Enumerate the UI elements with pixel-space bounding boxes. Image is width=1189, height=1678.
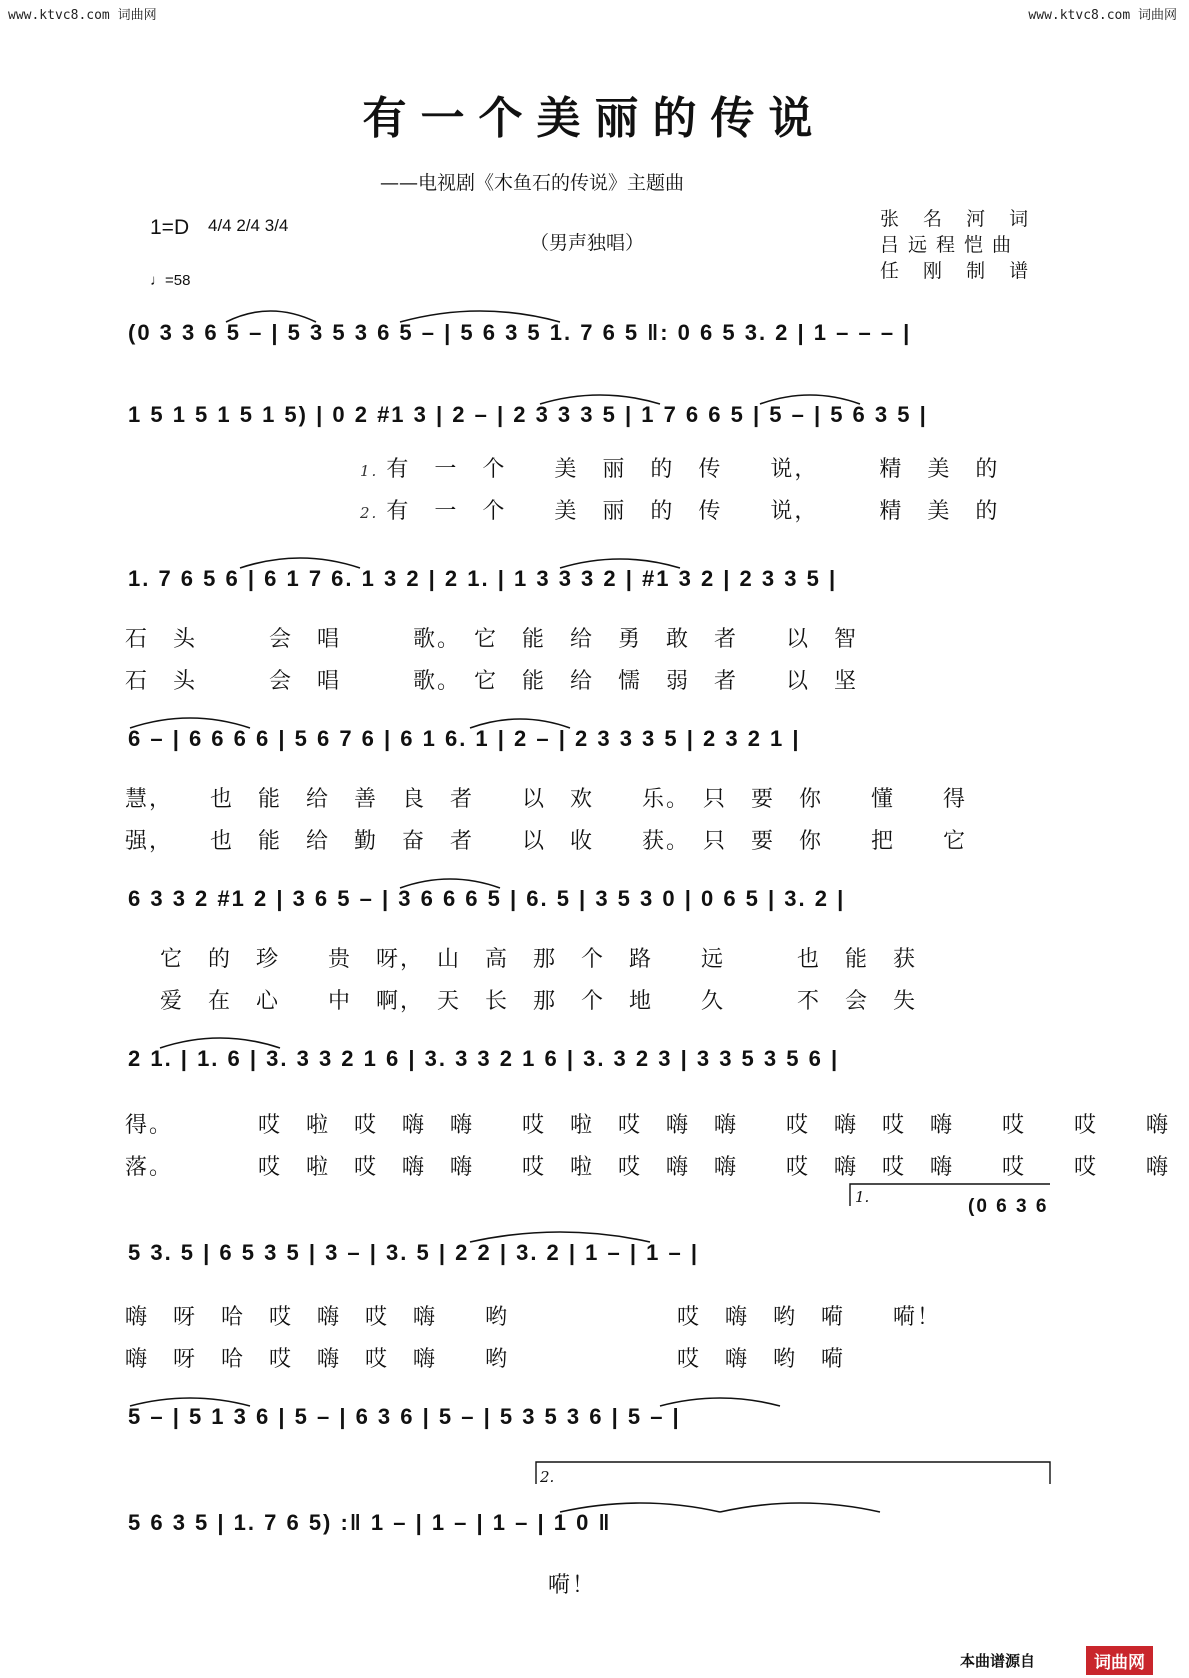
lyric-line: 嗬！ [548, 1573, 597, 1598]
time-sig-2: 2/4 [236, 216, 261, 235]
footer-source-text: 本曲谱源自 [960, 1652, 1036, 1670]
intro-notes: (0 6 3 6 [968, 1196, 1049, 1217]
notation-system-5: 6 3 3 2 #1 2 | 3 6 5 – | 3 6 6 6 5 | 6. 5 | 3 5 3 0 | 0 6 5 | 3. 2 | [128, 886, 846, 911]
lyric-line: 嗨 呀 哈 哎 嗨 哎 嗨 哟 哎 嗨 哟 嗬 嗬！ [125, 1305, 942, 1330]
key-signature: 1=D [150, 216, 190, 239]
notation-system-2: 1 5 1 5 1 5 1 5) | 0 2 #1 3 | 2 – | 2 3 3 3 5 | 1 7 6 6 5 | 5 – | 5 6 3 5 | [128, 402, 928, 427]
time-sig-1: 4/4 [208, 216, 232, 235]
performance-note: （男声独唱） [530, 232, 645, 254]
lyric-line: 得。 哎 啦 哎 嗨 嗨 哎 啦 哎 嗨 嗨 哎 嗨 哎 嗨 哎 哎 嗨 [125, 1113, 1171, 1138]
notation-system-4: 6 – | 6 6 6 6 | 5 6 7 6 | 6 1 6. 1 | 2 – | 2 3 3 3 5 | 2 3 2 1 | [128, 726, 801, 751]
notation-system-7: 5 3. 5 | 6 5 3 5 | 3 – | 3. 5 | 2 2 | 3. 2 | 1 – | 1 – | [128, 1240, 699, 1265]
verse-number: 2. [360, 504, 379, 522]
lyric-line: 嗨 呀 哈 哎 嗨 哎 嗨 哟 哎 嗨 哟 嗬 [125, 1347, 846, 1372]
credit-lyricist: 张 名 河 词 [880, 208, 1038, 230]
tempo-marking: ♩=58 [150, 272, 191, 289]
lyric-line: 慧， 也 能 给 善 良 者 以 欢 乐。 只 要 你 懂 得 [125, 787, 968, 812]
lyric-line: 石 头 会 唱 歌。 它 能 给 懦 弱 者 以 坚 [125, 669, 859, 694]
notation-system-1: (0 3 3 6 5 – | 5 3 5 3 6 5 – | 5 6 3 5 1. 7 6 5 ‖: 0 6 5 3. 2 | 1 – – – | [128, 320, 912, 345]
footer-logo: 词曲网 [1086, 1646, 1153, 1675]
lyric-line: 石 头 会 唱 歌。 它 能 给 勇 敢 者 以 智 [125, 627, 859, 652]
time-sig-3: 3/4 [264, 216, 289, 235]
lyric-line: 爱 在 心 中 啊， 天 长 那 个 地 久 不 会 失 [160, 989, 918, 1014]
notation-system-8: 5 – | 5 1 3 6 | 5 – | 6 3 6 | 5 – | 5 3 5 3 6 | 5 – | [128, 1404, 681, 1429]
credit-transcriber: 任 刚 制 谱 [880, 260, 1038, 282]
lyric-text: 有 一 个 美 丽 的 传 说， 精 美 的 [386, 499, 1000, 524]
notation-system-9: 5 6 3 5 | 1. 7 6 5) :‖ 1 – | 1 – | 1 – | 1 0 ‖ [128, 1510, 612, 1535]
lyric-line: 落。 哎 啦 哎 嗨 嗨 哎 啦 哎 嗨 嗨 哎 嗨 哎 嗨 哎 哎 嗨 [125, 1155, 1171, 1180]
credit-composer: 吕远程恺曲 [880, 234, 1021, 256]
verse-number: 1. [360, 462, 379, 480]
watermark-right: www.ktvc8.com 词曲网 [1028, 8, 1177, 23]
lyric-line: 强， 也 能 给 勤 奋 者 以 收 获。 只 要 你 把 它 [125, 829, 968, 854]
notation-system-3: 1. 7 6 5 6 | 6 1 7 6. 1 3 2 | 2 1. | 1 3 3 3 2 | #1 3 2 | 2 3 3 5 | [128, 566, 838, 591]
notation-system-6: 2 1. | 1. 6 | 3. 3 3 2 1 6 | 3. 3 3 2 1 6 | 3. 3 2 3 | 3 3 5 3 5 6 | [128, 1046, 840, 1071]
volta-2-label: 2. [540, 1468, 555, 1486]
lyric-text: 有 一 个 美 丽 的 传 说， 精 美 的 [386, 457, 1000, 482]
watermark-left: www.ktvc8.com 词曲网 [8, 8, 157, 23]
volta-1-label: 1. [855, 1188, 870, 1206]
lyric-line: 它 的 珍 贵 呀， 山 高 那 个 路 远 也 能 获 [160, 947, 918, 972]
song-title: 有一个美丽的传说 [362, 93, 827, 144]
subtitle: ——电视剧《木鱼石的传说》主题曲 [380, 172, 685, 194]
